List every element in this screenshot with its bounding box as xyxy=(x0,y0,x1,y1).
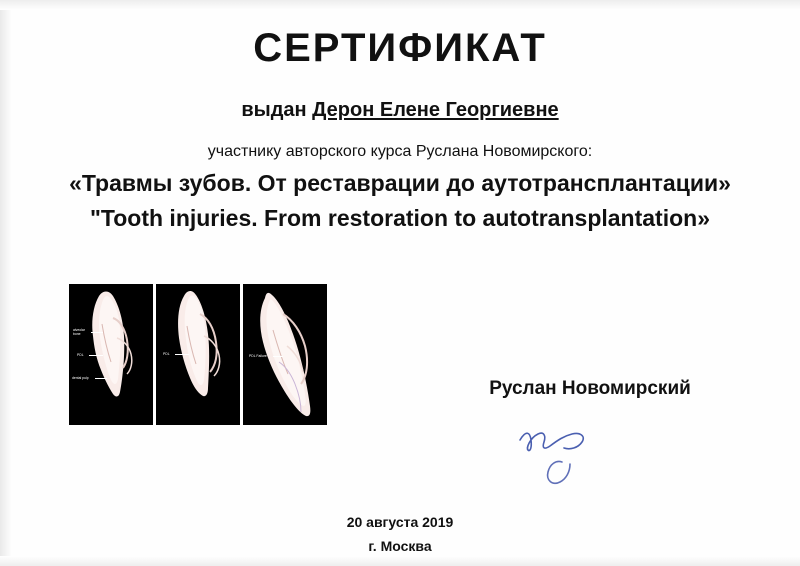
panel-1-leader-3 xyxy=(95,378,107,379)
panel-2-label-pdl: PDL xyxy=(163,352,170,356)
panel-3-label-pdl-failure: PDL Failure xyxy=(249,354,267,358)
course-title-en: "Tooth injuries. From restoration to autotransplantation» xyxy=(89,205,710,231)
illustration-panel-1 xyxy=(69,284,153,425)
issued-to-line xyxy=(0,99,800,122)
signer-name: Руслан Новомирский xyxy=(489,378,691,399)
paper-edge-left xyxy=(0,0,12,566)
recipient-name: Дерон Елене Георгиевне xyxy=(312,99,559,121)
panel-1-leader-2 xyxy=(89,355,103,356)
panel-1-label-dental-pulp: dental pulp xyxy=(72,376,89,380)
course-intro-line: участнику авторского курса Руслана Новомирского: xyxy=(207,143,593,160)
panel-2-leader-1 xyxy=(175,354,189,355)
tooth-illustration xyxy=(69,284,327,425)
paper-edge-top xyxy=(0,0,800,10)
panel-3-leader-1 xyxy=(273,356,283,357)
panel-1-label-alveolar-bone: alveolar bone xyxy=(73,328,85,337)
panel-1-label-pdl: PDL xyxy=(77,353,84,357)
issued-label: выдан xyxy=(241,99,313,121)
illustration-panel-2 xyxy=(156,284,240,425)
issue-date: 20 августа 2019 xyxy=(346,514,454,530)
signature-mark xyxy=(500,418,680,488)
paper-edge-bottom xyxy=(0,556,800,566)
course-title-ru: «Травмы зубов. От реставрации до аутотрансплантации» xyxy=(69,170,731,196)
illustration-panel-3 xyxy=(243,284,327,425)
certificate-title: СЕРТИФИКАТ xyxy=(253,26,547,70)
panel-1-leader-1 xyxy=(91,332,103,333)
issue-city: г. Москва xyxy=(368,538,432,554)
